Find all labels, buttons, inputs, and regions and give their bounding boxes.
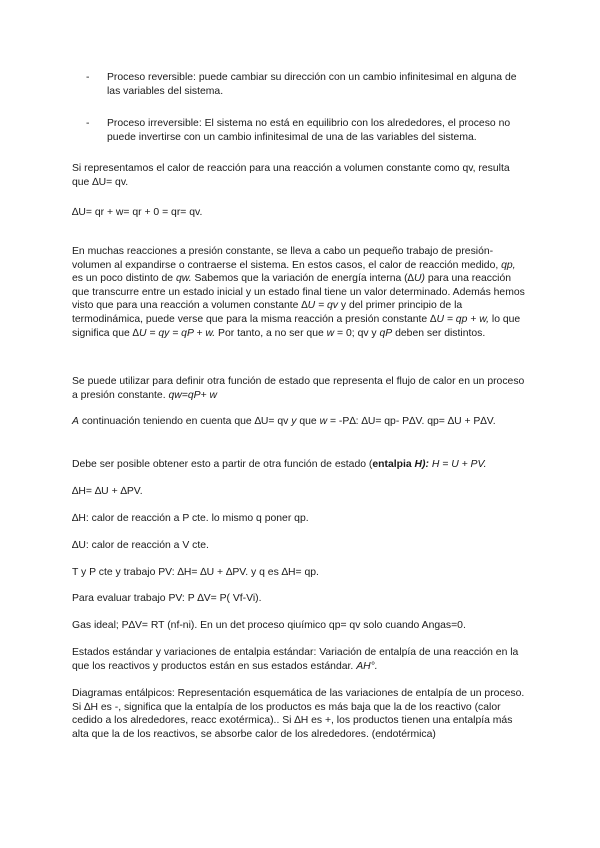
- text: para una reacción que transcurre entre un estado inicial y un estado final tiene un valor determinado. Además hemos visto que para una reacción a volumen constante: [72, 273, 525, 312]
- text-italic: ∆U = qv: [301, 300, 339, 312]
- paragraph-standard-states: [72, 646, 528, 673]
- text-italic: w: [326, 327, 335, 339]
- text-italic: H = U + PV.: [431, 459, 487, 470]
- text-italic: ∆U): [407, 273, 425, 285]
- text: continuación teniendo en cuenta que ∆U= qv: [78, 416, 292, 427]
- text-bold-italic: H):: [414, 459, 429, 470]
- paragraph-constant-pressure: [72, 245, 528, 340]
- bullet-dash: -: [86, 118, 90, 129]
- text-italic: qw.: [175, 273, 192, 285]
- text: y del primer principio de la termodinámica, puede verse que para la misma reacción a presión constante: [72, 300, 463, 325]
- line-pv-work: Para evaluar trabajo PV: P ∆V= P( Vf-Vi).: [72, 593, 262, 604]
- equation-delta-u: ∆U= qr + w= qr + 0 = qr= qv.: [72, 207, 203, 218]
- text: Estados estándar y variaciones de entalpia estándar: Variación de entalpía de una reacción en la que los reactivos y productos están en sus estados estándar.: [72, 647, 519, 672]
- text-italic: qP: [379, 327, 393, 339]
- text: es un poco distinto de: [72, 273, 176, 285]
- text: deben ser distintos.: [392, 327, 486, 339]
- text: Por tanto, a no ser que: [215, 327, 327, 339]
- text: lo que significa que: [72, 313, 521, 339]
- text: Sabemos que la variación de energía interna (: [191, 273, 408, 285]
- bullet-text: Proceso reversible: puede cambiar su dirección con un cambio infinitesimal en alguna de las variables del sistema.: [107, 72, 517, 97]
- text-italic: y: [291, 416, 297, 427]
- text: que: [296, 416, 320, 427]
- bullet-dash: -: [86, 72, 90, 83]
- text: En muchas reacciones a presión constante, se lleva a cabo un pequeño trabajo de presión-volumen al expandirse o contraerse el sistema. En estos casos, el calor de reacción medido,: [72, 246, 502, 271]
- text-italic: w: [319, 416, 328, 427]
- text: Se puede utilizar para definir otra función de estado que representa el flujo de calor en un proceso a presión constante.: [72, 376, 525, 401]
- text-italic: A: [72, 416, 79, 427]
- text-italic: AH°.: [356, 660, 378, 672]
- text-italic: qw=qP+ w: [168, 389, 217, 401]
- paragraph-enthalpy-diagrams: Diagramas entálpicos: Representación esquemática de las variaciones de entalpía de un proceso. Si ∆H es -, significa que la entalpía de los productos es más baja que la de los reactivo (calor cedido a los alrededores, reacc exotérmica).. Si ∆H es +, los productos tienen una entalpía más alta que la de los reactivos, se absorbe calor de los alrededores. (endotérmica): [72, 688, 525, 740]
- text: Debe ser posible obtener esto a partir de otra función de estado (: [72, 459, 373, 470]
- text: = 0; qv y: [334, 327, 380, 339]
- paragraph-continuation: [72, 415, 528, 429]
- text-italic: ∆U = qp + w,: [430, 313, 490, 325]
- line-delta-u-meaning: ∆U: calor de reacción a V cte.: [72, 540, 209, 551]
- text-bold: entalpia: [372, 459, 415, 470]
- line-ideal-gas: Gas ideal; P∆V= RT (nf-ni). En un det proceso qiuímico qp= qv solo cuando Angas=0.: [72, 620, 466, 631]
- line-delta-h-meaning: ∆H: calor de reacción a P cte. lo mismo q poner qp.: [72, 513, 309, 524]
- bullet-text: Proceso irreversible: El sistema no está en equilibrio con los alrededores, el proceso no puede invertirse con un cambio infinitesimal de una de las variables del sistema.: [107, 118, 511, 143]
- text-italic: ∆U = qy = qP + w.: [132, 327, 216, 339]
- equation-delta-h: ∆H= ∆U + ∆PV.: [72, 486, 143, 497]
- text-italic: qp,: [501, 259, 516, 271]
- paragraph-qv-definition: Si representamos el calor de reacción para una reacción a volumen constante como qv, resulta que ∆U= qv.: [72, 163, 510, 188]
- text: = -P∆: ∆U= qp- P∆V. qp= ∆U + P∆V.: [327, 416, 496, 427]
- paragraph-state-function: [72, 375, 528, 402]
- line-constant-t-p: T y P cte y trabajo PV: ∆H= ∆U + ∆PV. y q es ∆H= qp.: [72, 567, 319, 578]
- paragraph-enthalpy-definition: [72, 458, 528, 472]
